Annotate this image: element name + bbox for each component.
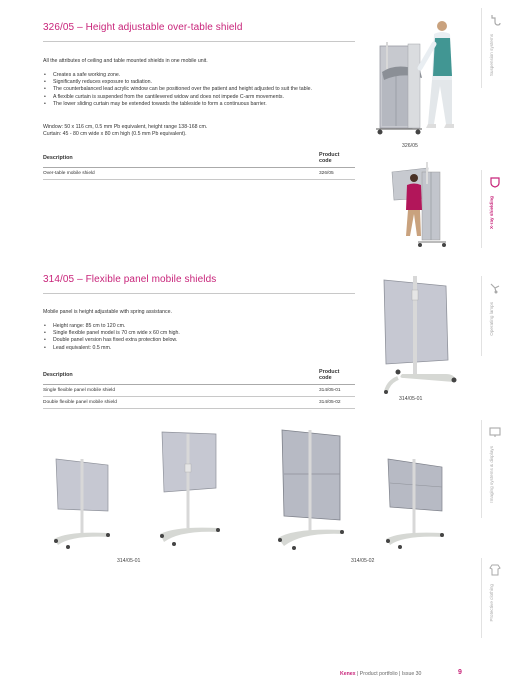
double-panel-shield-photo-b bbox=[380, 455, 452, 553]
bottom-caption-right: 314/05-02 bbox=[351, 558, 375, 564]
footer-issue: | Product portfolio | Issue 30 bbox=[355, 671, 422, 677]
row-code: 326/05 bbox=[319, 168, 355, 180]
side-tab-imaging[interactable] bbox=[481, 420, 508, 518]
section1-bullets bbox=[43, 72, 363, 108]
row-description: Double flexible panel mobile shield bbox=[43, 397, 319, 409]
bullet: • Single flexible panel model is 70 cm wide x 60 cm high. bbox=[43, 330, 363, 337]
row-code: 314/05-02 bbox=[319, 397, 355, 409]
table-row bbox=[43, 168, 355, 180]
side-tab-suspension[interactable] bbox=[481, 8, 508, 88]
monitor-icon bbox=[489, 426, 501, 438]
section2-rule bbox=[43, 293, 355, 294]
bullet: • Creates a safe working zone. bbox=[43, 72, 363, 79]
table-header-row bbox=[43, 150, 355, 168]
side-tab-label: Protective clothing bbox=[489, 584, 494, 622]
col-description: Description bbox=[43, 367, 319, 385]
footer-brand: Kenex bbox=[340, 671, 356, 677]
section2-intro: Mobile panel is height adjustable with spring assistance. bbox=[43, 309, 172, 315]
bottom-caption-left: 314/05-01 bbox=[117, 558, 141, 564]
bullet: • The lower sliding curtain may be extended towards the tableside to form a continuous barrier. bbox=[43, 101, 363, 108]
section1-spec-curtain: Curtain: 45 - 80 cm wide x 80 cm high (0.5 mm Pb equivalent). bbox=[43, 131, 187, 137]
bullet: • Double panel version has fixed extra protection below. bbox=[43, 337, 363, 344]
side-tab-label: Operating lamps bbox=[489, 302, 494, 336]
flexible-panel-shield-photo bbox=[368, 270, 464, 394]
bullet: • A flexible curtain is suspended from the cantilevered widow and does not impede C-arm movements. bbox=[43, 94, 363, 101]
col-product-code: Product code bbox=[319, 150, 355, 168]
table-header-row bbox=[43, 367, 355, 385]
side-tab-protective-clothing[interactable] bbox=[481, 558, 508, 638]
page-number: 9 bbox=[458, 669, 462, 676]
section2-title: 314/05 – Flexible panel mobile shields bbox=[43, 274, 217, 285]
single-panel-shield-photo-b bbox=[150, 430, 230, 548]
apron-icon bbox=[489, 564, 501, 576]
section2-image-caption: 314/05-01 bbox=[399, 396, 423, 402]
bullet: • The counterbalanced lead acrylic window can be positioned over the patient and height adjusted to suit the table. bbox=[43, 86, 363, 93]
side-tab-xray-shielding[interactable] bbox=[481, 170, 508, 248]
over-table-shield-photo bbox=[372, 14, 472, 140]
col-description: Description bbox=[43, 150, 319, 168]
section2-product-table bbox=[43, 367, 355, 409]
section1-product-table bbox=[43, 150, 355, 180]
col-product-code: Product code bbox=[319, 367, 355, 385]
section1-rule bbox=[43, 41, 355, 42]
section1-title: 326/05 – Height adjustable over-table shield bbox=[43, 22, 243, 33]
hook-icon bbox=[489, 14, 501, 26]
side-tab-label: X-ray shielding bbox=[489, 196, 494, 229]
bullet: • Lead equivalent: 0.5 mm. bbox=[43, 345, 363, 352]
side-tab-label: Imaging systems & displays bbox=[489, 446, 494, 503]
bullet: • Height range: 85 cm to 120 cm. bbox=[43, 323, 363, 330]
shield-icon bbox=[489, 176, 501, 188]
side-tab-label: Suspension systems bbox=[489, 34, 494, 77]
section1-spec-window: Window: 50 x 116 cm, 0.5 mm Pb equivalent, height range 138-168 cm. bbox=[43, 124, 208, 130]
row-description: Over-table mobile shield bbox=[43, 168, 319, 180]
double-panel-shield-photo-a bbox=[268, 428, 354, 552]
row-description: Single flexible panel mobile shield bbox=[43, 385, 319, 397]
row-code: 314/05-01 bbox=[319, 385, 355, 397]
section1-image-caption: 326/05 bbox=[402, 143, 418, 149]
bullet: • Significantly reduces exposure to radiation. bbox=[43, 79, 363, 86]
lamp-icon bbox=[489, 282, 501, 294]
section1-intro: All the attributes of ceiling and table mounted shields in one mobile unit. bbox=[43, 58, 208, 64]
mobile-shield-with-person-photo bbox=[388, 158, 454, 252]
footer-text bbox=[340, 671, 421, 677]
single-panel-shield-photo-a bbox=[48, 455, 118, 555]
section2-bullets bbox=[43, 323, 363, 352]
side-tab-operating-lamps[interactable] bbox=[481, 276, 508, 356]
table-row bbox=[43, 385, 355, 397]
table-row bbox=[43, 397, 355, 409]
